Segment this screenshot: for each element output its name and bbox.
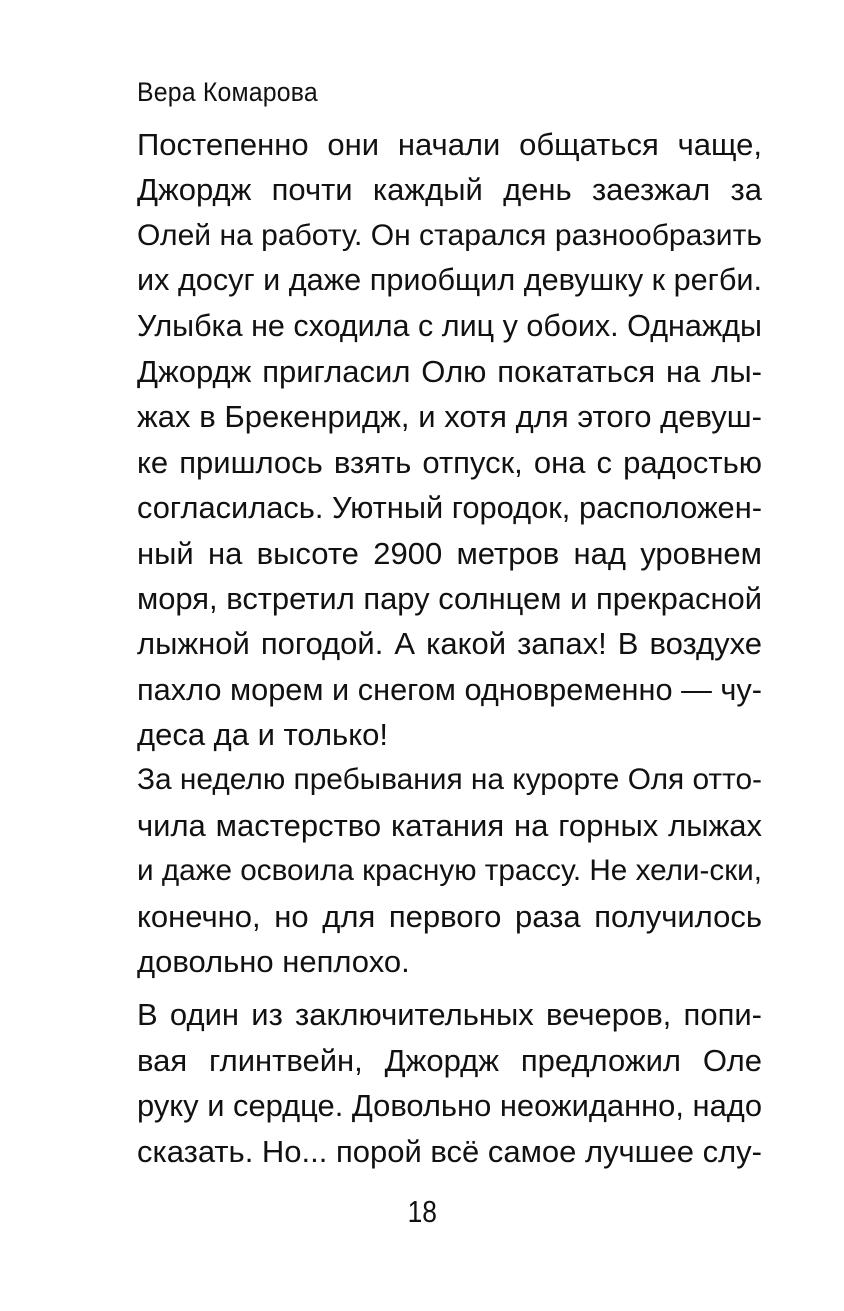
text-line: ный на высоте 2900 метров над уровнем bbox=[137, 535, 762, 571]
paragraph-spacer bbox=[137, 984, 762, 992]
text-line: вая глинтвейн, Джордж предложил Оле bbox=[137, 1042, 762, 1078]
text-line: За неделю пребывания на курорте Оля отто- bbox=[137, 763, 762, 797]
running-header-author: Вера Комарова bbox=[137, 77, 318, 107]
text-line: чила мастерство катания на горных лыжах bbox=[137, 807, 762, 843]
text-line: сказать. Но... порой всё самое лучшее слу- bbox=[137, 1133, 762, 1169]
text-line: моря, встретил пару солнцем и прекрасной bbox=[137, 580, 762, 616]
text-line: их досуг и даже приобщил девушку к регби. bbox=[137, 263, 762, 298]
paragraph-1 bbox=[137, 122, 762, 757]
text-line: руку и сердце. Довольно неожиданно, надо bbox=[137, 1088, 762, 1124]
paragraph-3 bbox=[137, 992, 762, 1174]
text-line: и даже освоила красную трассу. Не хели-ски, bbox=[137, 854, 762, 888]
text-line: жах в Брекенридж, и хотя для этого девуш- bbox=[137, 399, 762, 435]
text-line: ке пришлось взять отпуск, она с радостью bbox=[137, 444, 762, 480]
text-line: Джордж пригласил Олю покататься на лы- bbox=[137, 353, 762, 389]
text-line: согласилась. Уютный городок, расположен- bbox=[137, 490, 762, 526]
text-line: Олей на работу. Он старался разнообразить bbox=[137, 218, 762, 252]
text-line: довольно неплохо. bbox=[137, 944, 410, 980]
text-line: Улыбка не сходила с лиц у обоих. Однажды bbox=[137, 308, 762, 343]
text-line: пахло морем и снегом одновременно — чу- bbox=[137, 671, 762, 707]
text-line: Постепенно они начали общаться чаще, bbox=[137, 127, 762, 162]
paragraph-2 bbox=[137, 757, 762, 984]
text-line: Джордж почти каждый день заезжал за bbox=[137, 172, 762, 208]
page-number bbox=[0, 1192, 844, 1232]
text-line: В один из заключительных вечеров, попи- bbox=[137, 997, 762, 1033]
text-line: конечно, но для первого раза получилось bbox=[137, 898, 762, 934]
text-line: лыжной погодой. А какой запах! В воздухе bbox=[137, 626, 762, 662]
body-text bbox=[137, 122, 762, 1174]
text-line: деса да и только! bbox=[137, 717, 388, 753]
page-number-label: 18 bbox=[407, 1194, 437, 1229]
